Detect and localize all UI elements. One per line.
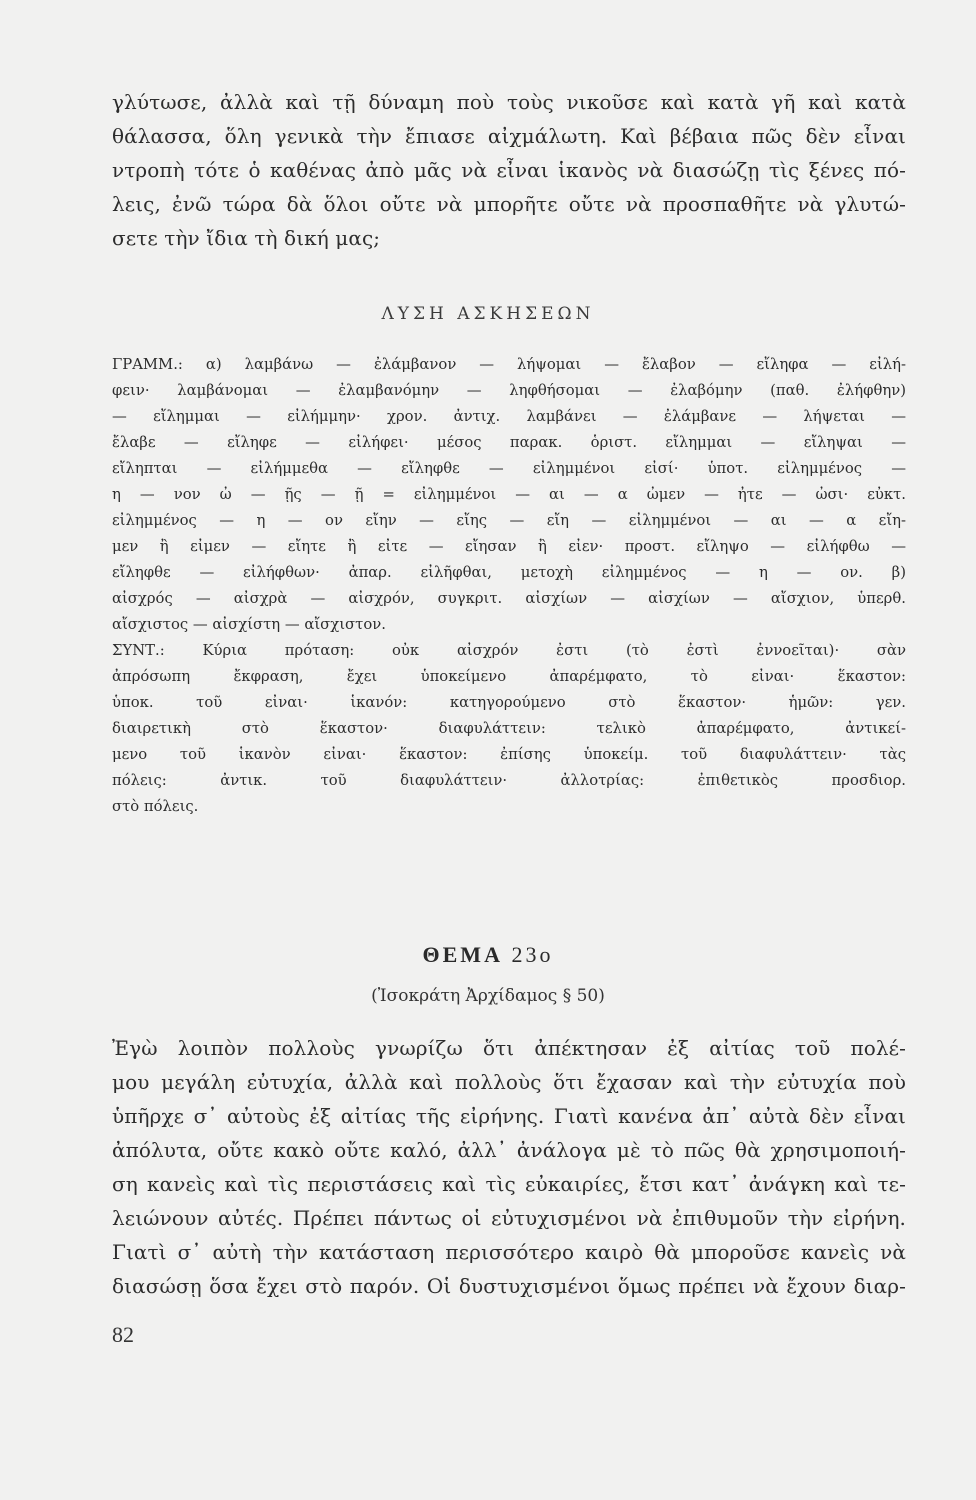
grammar-line: εἴληφθε — εἰλήφθων· ἀπαρ. εἰλῆφθαι, μετοχὴ εἰλημμένος — η — ον. β)	[112, 564, 906, 581]
intro-line: σετε τὴν ἴδια τὴ δική μας;	[112, 226, 381, 250]
grammar-line: αἴσχιστος — αἰσχίστη — αἴσχιστον.	[112, 616, 386, 633]
theme-line: ση κανεὶς καὶ τὶς περιστάσεις καὶ τὶς εὐκαιρίες, ἔτσι κατ᾽ ἀνάγκη καὶ τε-	[112, 1172, 906, 1196]
grammar-line: η — νον ὦ — ῇς — ῇ = εἰλημμένοι — αι — α ὦμεν — ἦτε — ὦσι· εὐκτ.	[112, 486, 906, 503]
syntax-line: ἀπρόσωπη ἔκφραση, ἔχει ὑποκείμενο ἀπαρέμφατο, τὸ εἶναι· ἕκαστον:	[112, 668, 906, 685]
theme-line: λειώνουν αὐτές. Πρέπει πάντως οἱ εὐτυχισμένοι νὰ ἐπιθυμοῦν τὴν εἰρήνη.	[112, 1206, 906, 1230]
theme-line: Ἐγὼ λοιπὸν πολλοὺς γνωρίζω ὅτι ἀπέκτησαν ἐξ αἰτίας τοῦ πολέ-	[112, 1036, 906, 1060]
solution-heading: ΛΥΣΗ ΑΣΚΗΣΕΩΝ	[381, 304, 595, 324]
theme-line: ἀπόλυτα, οὔτε κακὸ οὔτε καλό, ἀλλ᾽ ἀνάλογα μὲ τὸ πῶς θὰ χρησιμοποιή-	[112, 1138, 906, 1162]
syntax-line: μενο τοῦ ἱκανὸν εἶναι· ἕκαστον: ἐπίσης ὑποκείμ. τοῦ διαφυλάττειν· τὰς	[112, 746, 906, 763]
theme-number: 23ο	[511, 942, 554, 967]
theme-source: (Ἰσοκράτη Ἀρχίδαμος § 50)	[371, 986, 605, 1006]
intro-line: ντροπὴ τότε ὁ καθένας ἀπὸ μᾶς νὰ εἶναι ἱκανὸς νὰ διασώζῃ τὶς ξένες πό-	[112, 158, 906, 182]
theme-line: Γιατὶ σ᾽ αὐτὴ τὴν κατάσταση περισσότερο καιρὸ θὰ μποροῦσε κανεὶς νὰ	[112, 1240, 906, 1264]
syntax-line: στὸ πόλεις.	[112, 798, 199, 815]
grammar-line: φειν· λαμβάνομαι — ἐλαμβανόμην — ληφθήσομαι — ἐλαβόμην (παθ. ἐλήφθην)	[112, 382, 906, 399]
grammar-line: αἰσχρός — αἰσχρὰ — αἰσχρόν, συγκριτ. αἰσχίων — αἰσχίων — αἴσχιον, ὑπερθ.	[112, 590, 906, 607]
theme-label: ΘΕΜΑ	[422, 942, 503, 967]
syntax-line: ΣΥΝΤ.: Κύρια πρόταση: οὐκ αἰσχρόν ἐστι (τὸ ἐστὶ ἐννοεῖται)· σὰν	[112, 642, 906, 659]
grammar-line: εἴληπται — εἰλήμμεθα — εἴληφθε — εἰλημμένοι εἰσί· ὑποτ. εἰλημμένος —	[112, 460, 906, 477]
theme-line: μου μεγάλη εὐτυχία, ἀλλὰ καὶ πολλοὺς ὅτι ἔχασαν καὶ τὴν εὐτυχία ποὺ	[112, 1070, 906, 1094]
theme-line: ὑπῆρχε σ᾽ αὐτοὺς ἐξ αἰτίας τῆς εἰρήνης. Γιατὶ κανένα ἀπ᾽ αὐτὰ δὲν εἶναι	[112, 1104, 906, 1128]
grammar-line: ΓΡΑΜΜ.: α) λαμβάνω — ἐλάμβανον — λήψομαι — ἔλαβον — εἴληφα — εἰλή-	[112, 356, 906, 373]
grammar-line: εἰλημμένος — η — ον εἴην — εἴης — εἴη — εἰλημμένοι — αι — α εἴη-	[112, 512, 906, 529]
theme-title	[0, 942, 976, 968]
grammar-line: ἔλαβε — εἴληφε — εἰλήφει· μέσος παρακ. ὁριστ. εἴλημμαι — εἴληψαι —	[112, 434, 906, 451]
intro-line: γλύτωσε, ἀλλὰ καὶ τῇ δύναμη ποὺ τοὺς νικοῦσε καὶ κατὰ γῆ καὶ κατὰ	[112, 90, 906, 114]
intro-line: θάλασσα, ὅλη γενικὰ τὴν ἔπιασε αἰχμάλωτη. Καὶ βέβαια πῶς δὲν εἶναι	[112, 124, 906, 148]
grammar-line: μεν ἢ εἶμεν — εἴητε ἢ εἶτε — εἴησαν ἢ εἶεν· προστ. εἴληψο — εἰλήφθω —	[112, 538, 906, 555]
syntax-line: ὑποκ. τοῦ εἶναι· ἱκανόν: κατηγορούμενο στὸ ἕκαστον· ἡμῶν: γεν.	[112, 694, 906, 711]
syntax-line: διαιρετικὴ στὸ ἕκαστον· διαφυλάττειν: τελικὸ ἀπαρέμφατο, ἀντικεί-	[112, 720, 906, 737]
intro-line: λεις, ἐνῶ τώρα δὰ ὅλοι οὔτε νὰ μπορῆτε οὔτε νὰ προσπαθῆτε νὰ γλυτώ-	[112, 192, 906, 216]
theme-line: διασώσῃ ὅσα ἔχει στὸ παρόν. Οἱ δυστυχισμένοι ὅμως πρέπει νὰ ἔχουν διαρ-	[112, 1274, 906, 1298]
grammar-line: — εἴλημμαι — εἰλήμμην· χρον. ἀντιχ. λαμβάνει — ἐλάμβανε — λήψεται —	[112, 408, 906, 425]
page-number: 82	[112, 1322, 134, 1347]
syntax-line: πόλεις: ἀντικ. τοῦ διαφυλάττειν· ἀλλοτρίας: ἐπιθετικὸς προσδιορ.	[112, 772, 906, 789]
